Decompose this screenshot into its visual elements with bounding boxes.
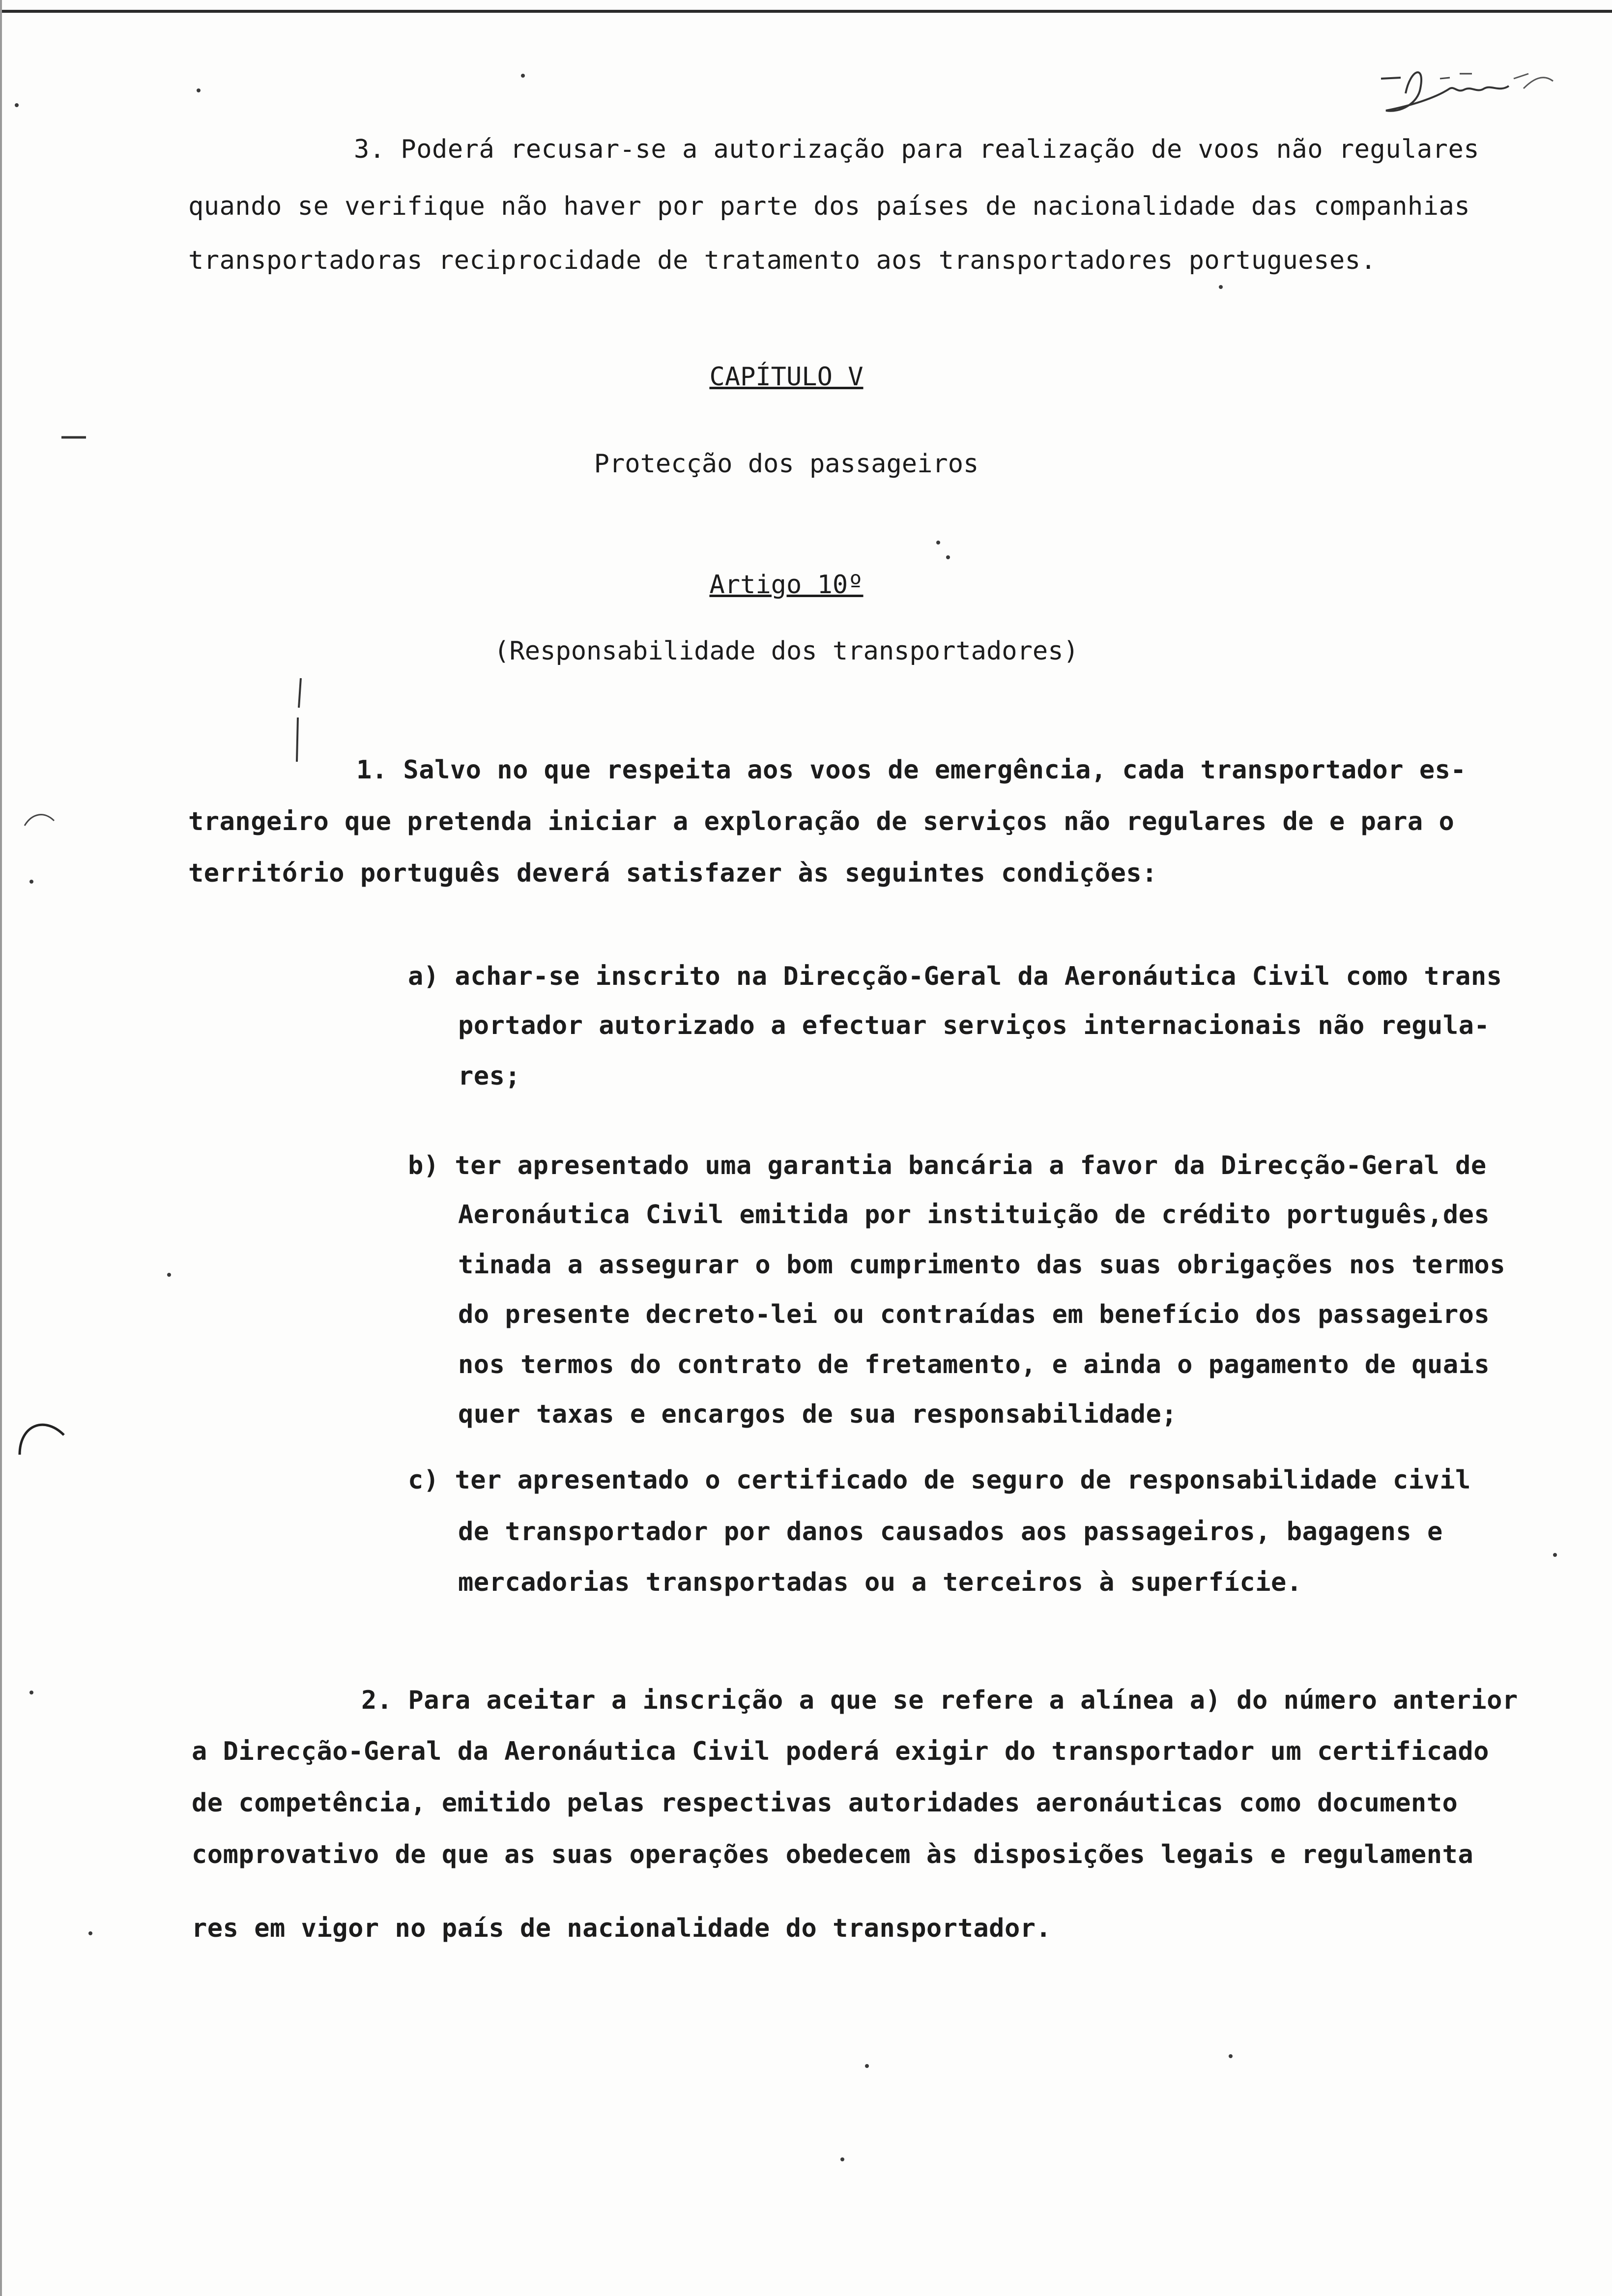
item-a-line-1: a) achar-se inscrito na Direcção-Geral da Aeronáutica Civil como trans: [408, 962, 1502, 991]
item-c-line-3: mercadorias transportadas ou a terceiros à superfície.: [458, 1568, 1302, 1597]
art-para2-line-2: a Direcção-Geral da Aeronáutica Civil poderá exigir do transportador um certificado: [192, 1737, 1489, 1766]
item-b-line-5: nos termos do contrato de fretamento, e ainda o pagamento de quais: [458, 1350, 1490, 1379]
item-b-line-2: Aeronáutica Civil emitida por instituição de crédito português,des: [458, 1200, 1490, 1230]
para3-line-1: 3. Poderá recusar-se a autorização para realização de voos não regulares: [354, 135, 1480, 164]
scan-speck: [167, 1273, 171, 1277]
chapter-subtitle: Protecção dos passageiros: [594, 449, 979, 479]
item-a-line-2: portador autorizado a efectuar serviços internacionais não regula-: [458, 1011, 1490, 1040]
scan-speck: [29, 1691, 33, 1694]
item-c-line-2: de transportador por danos causados aos passageiros, bagagens e: [458, 1517, 1443, 1547]
scan-speck: [1219, 285, 1223, 289]
hole-punch-arc-upper: [20, 806, 59, 835]
item-b-line-3: tinada a assegurar o bom cumprimento das suas obrigações nos termos: [458, 1250, 1506, 1280]
scan-speck: [865, 2064, 869, 2068]
item-b-line-4: do presente decreto-lei ou contraídas em benefício dos passageiros: [458, 1300, 1490, 1329]
para3-line-2: quando se verifique não haver por parte dos países de nacionalidade das companhias: [188, 192, 1470, 221]
handwritten-signature: [1366, 59, 1583, 133]
hole-punch-arc: [10, 1406, 69, 1464]
margin-dash: [59, 432, 88, 442]
art-para1-line-1: 1. Salvo no que respeita aos voos de emergência, cada transportador es-: [356, 755, 1467, 785]
item-a-line-3: res;: [458, 1062, 521, 1091]
art-para2-line-4: comprovativo de que as suas operações obedecem às disposições legais e regulamenta: [192, 1840, 1474, 1869]
scan-speck: [15, 103, 19, 107]
art-para2-line-3: de competência, emitido pelas respectivas autoridades aeronáuticas como documento: [192, 1788, 1458, 1818]
scan-speck: [840, 2157, 844, 2161]
scan-speck: [1229, 2054, 1233, 2058]
scan-speck: [1553, 1553, 1557, 1557]
chapter-heading: CAPÍTULO V: [709, 362, 864, 392]
art-para1-line-2: trangeiro que pretenda iniciar a exploração de serviços não regulares de e para o: [188, 807, 1455, 836]
article-subtitle: (Responsabilidade dos transportadores): [494, 636, 1079, 666]
article-heading: Artigo 10º: [709, 570, 864, 600]
scan-speck: [946, 555, 950, 559]
left-page-edge: [0, 0, 2, 2296]
art-para2-line-5: res em vigor no país de nacionalidade do transportador.: [192, 1914, 1052, 1943]
scan-speck: [936, 541, 940, 545]
art-para2-line-1: 2. Para aceitar a inscrição a que se refere a alínea a) do número anterior: [361, 1686, 1518, 1715]
scan-speck: [29, 880, 33, 884]
scan-speck: [88, 1931, 92, 1935]
item-b-line-6: quer taxas e encargos de sua responsabilidade;: [458, 1400, 1178, 1429]
para3-line-3: transportadoras reciprocidade de tratamento aos transportadores portugueses.: [188, 246, 1377, 275]
art-para1-line-3: território português deverá satisfazer às seguintes condições:: [188, 859, 1158, 888]
top-border-line: [0, 10, 1612, 13]
margin-pen-stroke: [290, 673, 310, 772]
item-c-line-1: c) ter apresentado o certificado de seguro de responsabilidade civil: [408, 1465, 1471, 1495]
item-b-line-1: b) ter apresentado uma garantia bancária a favor da Direcção-Geral de: [408, 1151, 1487, 1180]
scan-speck: [197, 88, 201, 92]
scan-speck: [521, 74, 525, 78]
